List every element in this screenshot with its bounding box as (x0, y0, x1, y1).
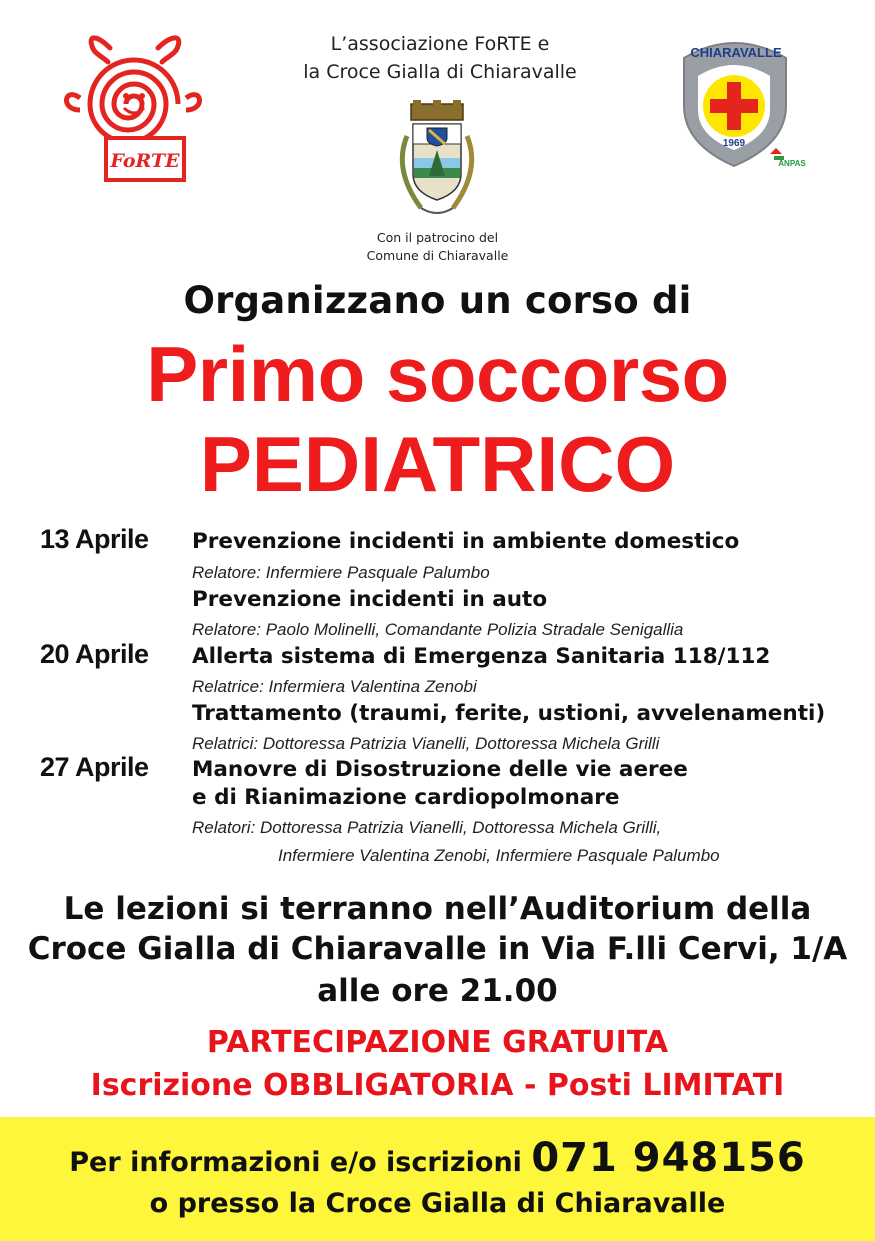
footer-location: o presso la Croce Gialla di Chiaravalle (149, 1188, 726, 1219)
session-speaker: Relatori: Dottoressa Patrizia Vianelli, Dottoressa Michela Grilli, (192, 818, 662, 837)
schedule-date: 27 Aprile (40, 752, 149, 782)
patronage-line-1: Con il patrocino del (376, 230, 499, 245)
title-line-1: Primo soccorso (146, 330, 729, 418)
intro-heading: Organizzano un corso di (183, 279, 692, 322)
session-topic: Prevenzione incidenti in ambiente domestico (192, 529, 740, 554)
patronage-text (300, 229, 575, 265)
session-topic: Allerta sistema di Emergenza Sanitaria 118/112 (192, 644, 771, 669)
session-topic: Trattamento (traumi, ferite, ustioni, avvelenamenti) (192, 701, 826, 726)
schedule-date: 13 Aprile (40, 524, 149, 554)
patronage-line-2: Comune di Chiaravalle (366, 248, 509, 263)
registration-notice: Iscrizione OBBLIGATORIA - Posti LIMITATI (90, 1068, 785, 1103)
schedule-date: 20 Aprile (40, 639, 149, 669)
session-speaker: Infermiere Valentina Zenobi, Infermiere Pasquale Palumbo (278, 846, 720, 865)
croce-gialla-logo (678, 32, 814, 172)
chiaravalle-crest (383, 100, 491, 226)
venue-line-2: Croce Gialla di Chiaravalle in Via F.lli Cervi, 1/A (27, 931, 848, 967)
croce-logo-year: 1969 (722, 138, 746, 149)
title-line-2: PEDIATRICO (199, 420, 676, 508)
footer-info-text: Per informazioni e/o iscrizioni (69, 1147, 522, 1178)
session-speaker: Relatrice: Infermiera Valentina Zenobi (192, 677, 477, 696)
anpas-text: ANPAS (778, 159, 806, 168)
venue-line-3: alle ore 21.00 (317, 973, 558, 1009)
forte-logo-text: FoRTE (110, 150, 180, 172)
session-speaker: Relatore: Infermiere Pasquale Palumbo (192, 563, 490, 582)
session-speaker: Relatore: Paolo Molinelli, Comandante Polizia Stradale Senigallia (192, 620, 684, 639)
session-topic: Manovre di Disostruzione delle vie aeree (192, 757, 688, 782)
croce-logo-name: CHIARAVALLE (690, 45, 782, 60)
session-topic: e di Rianimazione cardiopolmonare (192, 785, 620, 810)
footer-info-line (0, 1133, 875, 1188)
free-participation-notice: PARTECIPAZIONE GRATUITA (206, 1025, 669, 1060)
phone-number[interactable]: 071 948156 (531, 1135, 806, 1181)
session-speaker: Relatrici: Dottoressa Patrizia Vianelli, Dottoressa Michela Grilli (192, 734, 660, 753)
organizers-line-1: L’associazione FoRTE e (330, 33, 550, 55)
venue-line-1: Le lezioni si terranno nell’Auditorium della (63, 891, 812, 927)
organizers-text (240, 30, 640, 86)
organizers-line-2: la Croce Gialla di Chiaravalle (303, 61, 577, 83)
forte-logo (58, 26, 208, 186)
session-topic: Prevenzione incidenti in auto (192, 587, 548, 612)
